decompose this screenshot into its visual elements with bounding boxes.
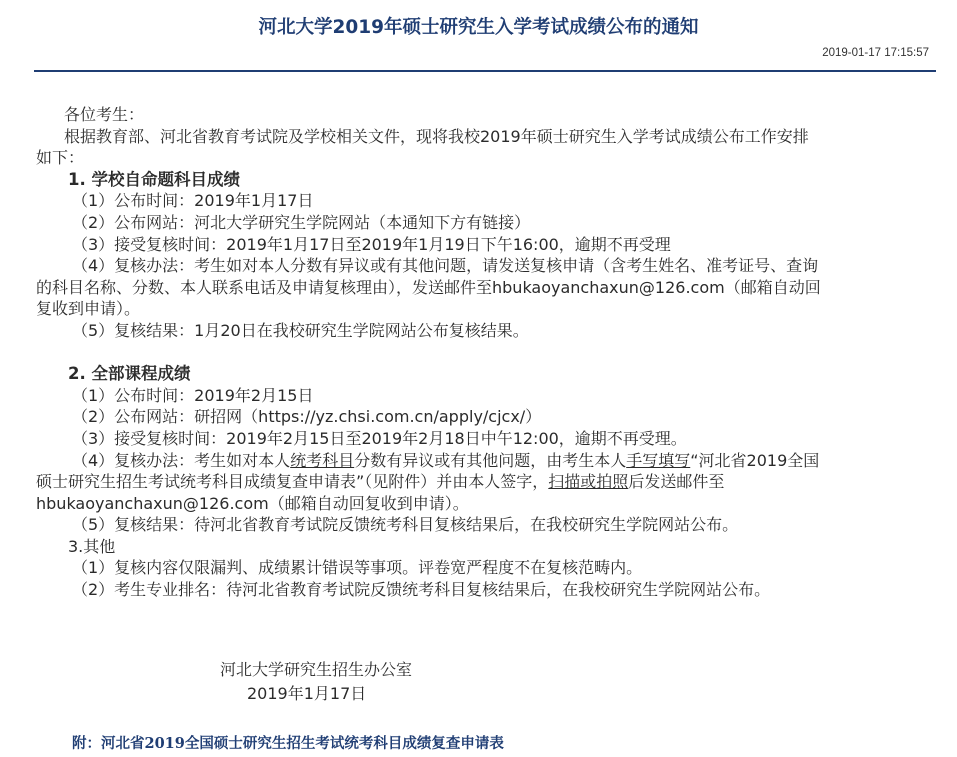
section-1-item-5: （5）复核结果：1月20日在我校研究生学院网站公布复核结果。 <box>72 320 529 340</box>
section-2-item-3: （3）接受复核时间：2019年2月15日至2019年2月18日中午12:00，逾期不再受理。 <box>72 428 687 448</box>
item4-line2-c: 后发送邮件至 <box>628 472 725 492</box>
intro-line-1: 根据教育部、河北省教育考试院及学校相关文件，现将我校2019年硕士研究生入学考试成绩公布工作安排 <box>64 126 809 146</box>
section-2-item-4-line-2 <box>36 471 941 493</box>
section-1-item-1: （1）公布时间：2019年1月17日 <box>72 191 314 211</box>
publish-date: 2019-01-17 17:15:57 <box>822 47 929 59</box>
attachment-link[interactable]: 附：河北省2019全国硕士研究生招生考试统考科目成绩复查申请表 <box>72 735 504 752</box>
intro-line-2: 如下： <box>36 148 85 168</box>
section-1-item-3: （3）接受复核时间：2019年1月17日至2019年1月19日下午16:00，逾期不再受理 <box>72 234 671 254</box>
section-2-item-4-line-1 <box>36 450 941 472</box>
signature-date: 2019年1月17日 <box>247 684 367 703</box>
section-1-item-4-line-3: 复收到申请）。 <box>36 299 141 319</box>
section-1-item-2: （2）公布网站：河北大学研究生学院网站（本通知下方有链接） <box>72 212 531 232</box>
item4-line2-a: 硕士研究生招生考试统考科目成绩复查申请表”（见附件）并由本人签字， <box>36 472 549 492</box>
section-1-item-4-line-2: 的科目名称、分数、本人联系电话及申请复核理由），发送邮件至hbukaoyanchaxun@126.com（邮箱自动回 <box>36 277 821 297</box>
page-title: 河北大学2019年硕士研究生入学考试成绩公布的通知 <box>258 17 699 38</box>
underlined-handwritten: 手写填写 <box>626 450 691 470</box>
underlined-unified-subjects: 统考科目 <box>290 450 355 470</box>
underlined-scan-photo: 扫描或拍照 <box>548 472 629 492</box>
section-3-item-2: （2）考生专业排名：待河北省教育考试院反馈统考科目复核结果后，在我校研究生学院网站公布。 <box>72 580 771 600</box>
section-3-item-1: （1）复核内容仅限漏判、成绩累计错误等事项。评卷宽严程度不在复核范畴内。 <box>72 558 643 578</box>
greeting: 各位考生： <box>64 105 145 124</box>
section-2-item-4-line-3: hbukaoyanchaxun@126.com（邮箱自动回复收到申请）。 <box>36 493 469 513</box>
section-2-heading: 2. 全部课程成绩 <box>68 364 191 384</box>
section-2-item-5: （5）复核结果：待河北省教育考试院反馈统考科目复核结果后，在我校研究生学院网站公布。 <box>72 515 739 535</box>
item4-text-c: 分数有异议或有其他问题，由考生本人 <box>354 450 627 470</box>
item4-text-a: （4）复核办法：考生如对本人 <box>72 450 291 470</box>
item4-text-e: “河北省2019全国 <box>690 450 820 470</box>
section-2-item-2: （2）公布网站：研招网（https://yz.chsi.com.cn/apply/cjcx/） <box>72 407 542 427</box>
title-divider <box>34 70 936 72</box>
section-2-item-1: （1）公布时间：2019年2月15日 <box>72 385 314 405</box>
section-1-item-4-line-1: （4）复核办法：考生如对本人分数有异议或有其他问题，请发送复核申请（含考生姓名、准考证号、查询 <box>72 256 819 276</box>
section-gap <box>36 342 941 364</box>
signature-office: 河北大学研究生招生办公室 <box>220 660 413 679</box>
notice-body <box>36 104 941 601</box>
section-3-heading: 3.其他 <box>68 536 116 556</box>
section-1-heading: 1. 学校自命题科目成绩 <box>68 169 240 189</box>
